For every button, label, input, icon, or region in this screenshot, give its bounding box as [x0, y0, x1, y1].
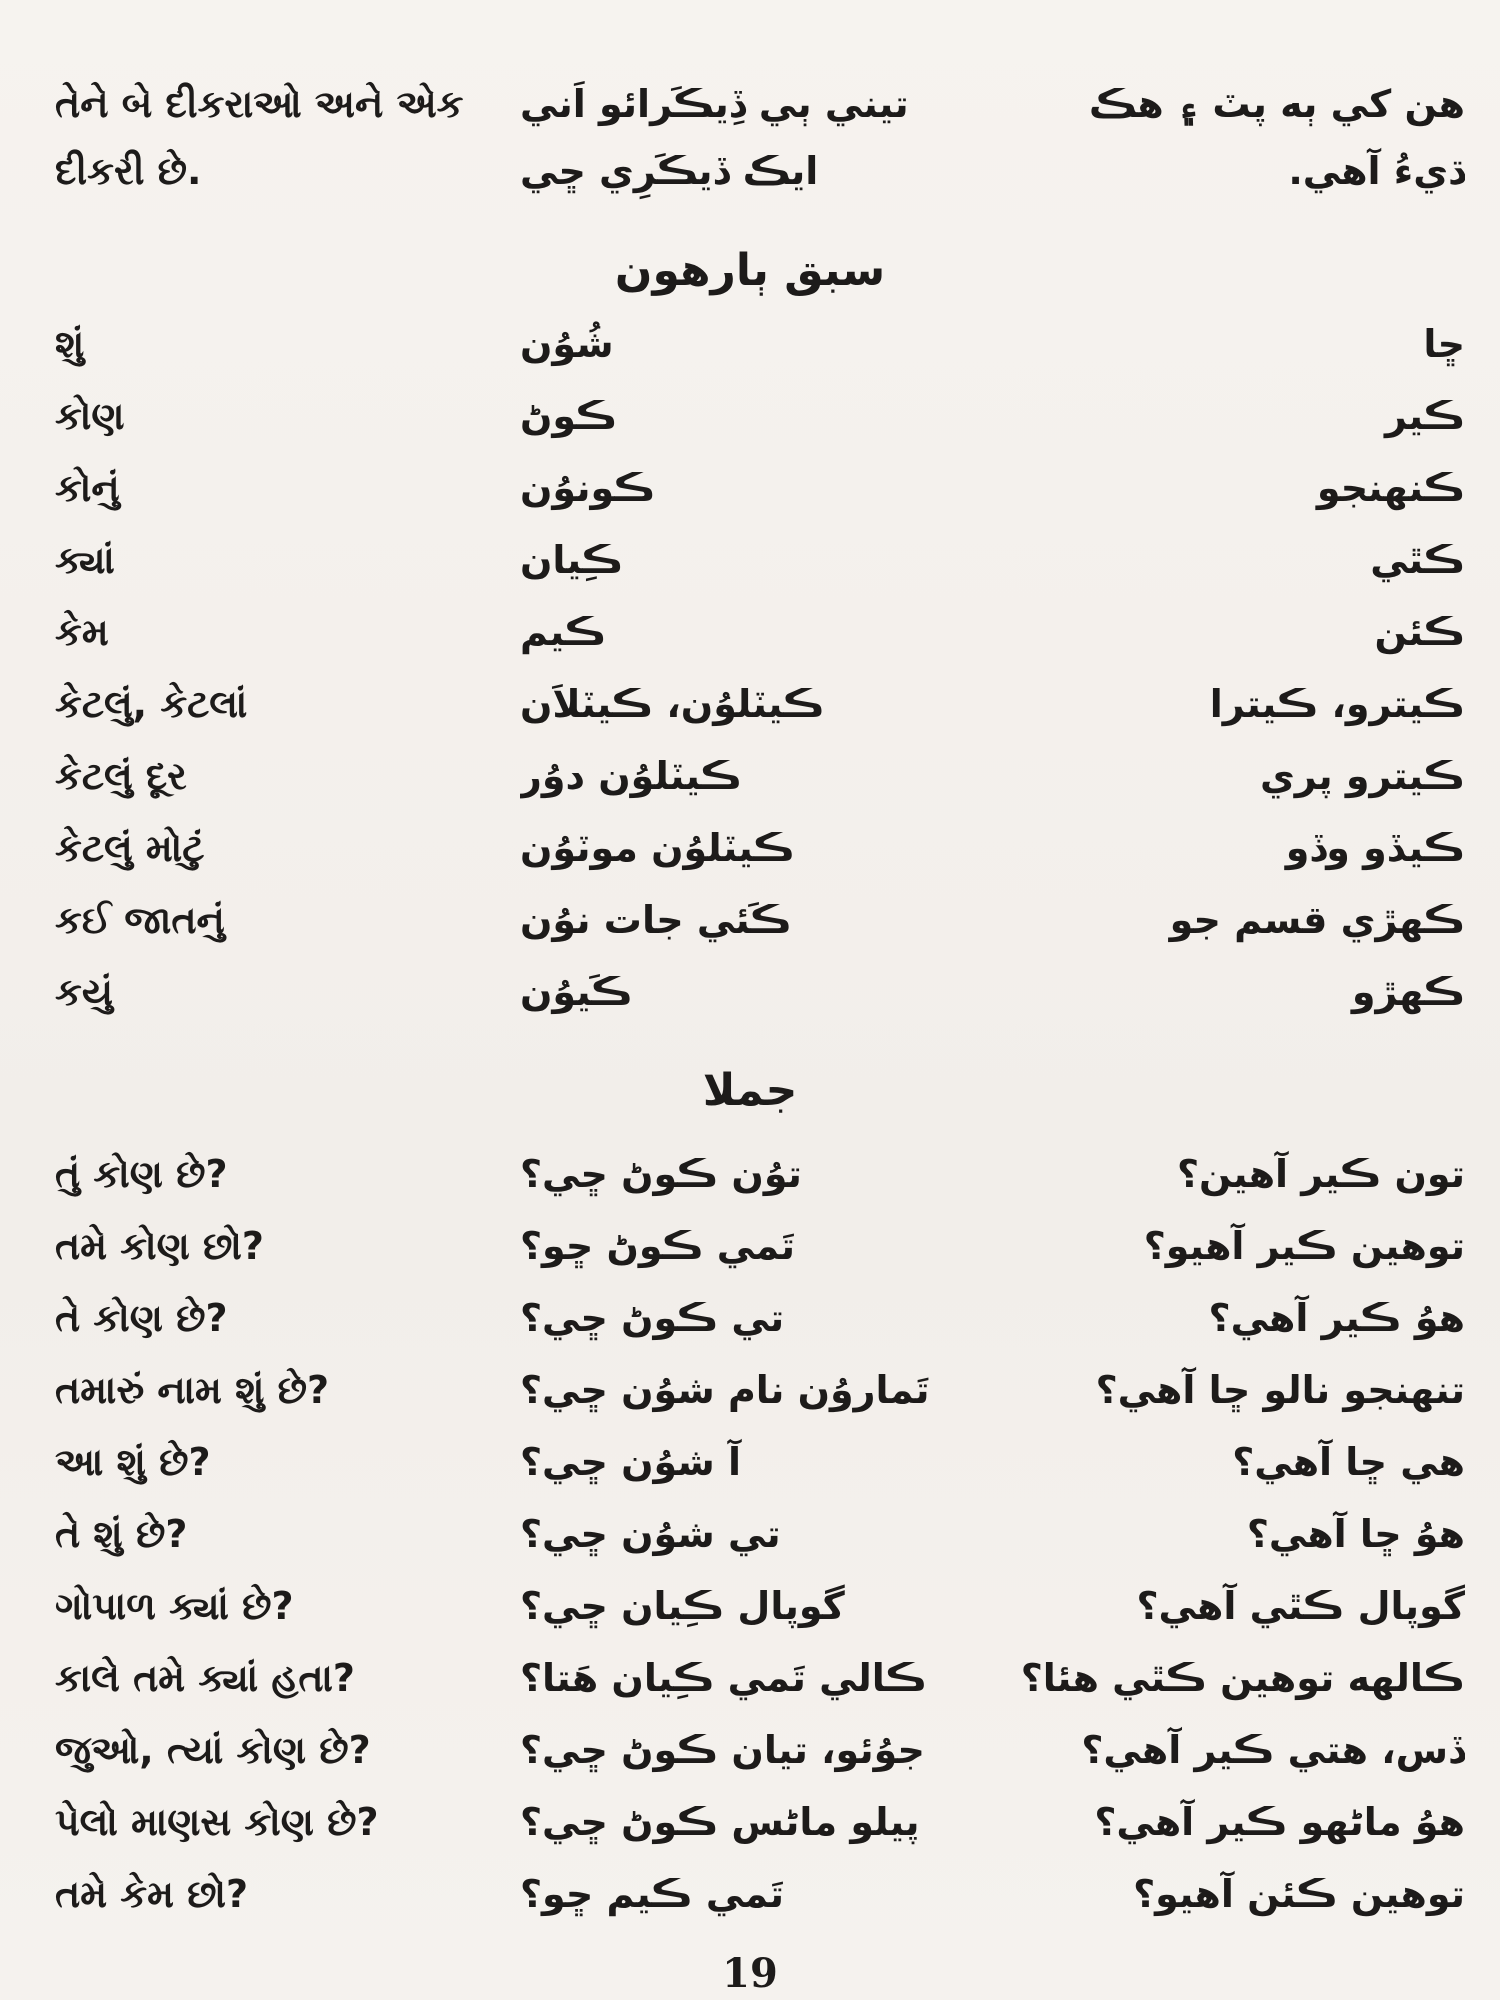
- sentence-row: [0, 1138, 1500, 1210]
- gujarati-text: તું કોણ છે?: [55, 1151, 228, 1196]
- sindhi-text: ڪهڙي قسم جو: [1169, 898, 1465, 942]
- vocab-row: [0, 740, 1500, 812]
- vocab-row: [0, 884, 1500, 956]
- transliteration-text: ڪَيوُن: [520, 970, 633, 1014]
- gujarati-text: તે શું છે?: [55, 1511, 188, 1556]
- gujarati-text: ગોપાળ ક્યાં છે?: [55, 1583, 294, 1628]
- lesson-heading: سبق ٻارهون: [614, 244, 886, 296]
- transliteration-text: تَمي ڪيم ڇو؟: [520, 1872, 785, 1916]
- gujarati-text: આ શું છે?: [55, 1439, 211, 1484]
- gujarati-text: કોનું: [55, 465, 120, 510]
- sindhi-text: ڪالهه توهين ڪٿي هئا؟: [1020, 1656, 1465, 1700]
- transliteration-text: شُوُن: [520, 322, 614, 366]
- gujarati-text: કઈ જાતનું: [55, 897, 225, 942]
- transliteration-text: تي شوُن ڇي؟: [520, 1512, 781, 1556]
- transliteration-text: تَمي ڪوڻ ڇو؟: [520, 1224, 795, 1268]
- sentence-row: [0, 1858, 1500, 1930]
- sindhi-text: ڪٿي: [1370, 538, 1465, 582]
- sentence-row: [0, 1426, 1500, 1498]
- sindhi-text: ڪيترو پري: [1259, 754, 1465, 798]
- sindhi-text: تنهنجو نالو ڇا آهي؟: [1095, 1368, 1465, 1412]
- transliteration-text: توُن ڪوڻ ڇي؟: [520, 1152, 802, 1196]
- sentence-row: [0, 1498, 1500, 1570]
- sentence-row: [0, 1210, 1500, 1282]
- transliteration-text: ڪوڻ: [520, 394, 618, 438]
- sentence-row: [0, 1642, 1500, 1714]
- gujarati-text: તે કોણ છે?: [55, 1295, 228, 1340]
- vocab-row: [0, 668, 1500, 740]
- transliteration-text: ڪيم: [520, 610, 607, 654]
- gujarati-text: દીકરી છે.: [55, 148, 202, 193]
- transliteration-text: ايڪ ڏيڪَرِي ڇي: [520, 149, 819, 193]
- gujarati-text: કેટલું મોટું: [55, 825, 205, 870]
- transliteration-text: ڪالي تَمي ڪِيان هَتا؟: [520, 1656, 927, 1700]
- sentence-row: [0, 1714, 1500, 1786]
- intro-row: [0, 135, 1500, 207]
- sentence-row: [0, 1282, 1500, 1354]
- sindhi-text: ڪيترو، ڪيترا: [1209, 682, 1465, 726]
- page-number: 19: [722, 1949, 778, 1997]
- vocab-row: [0, 812, 1500, 884]
- sindhi-text: هوُ ڪير آهي؟: [1208, 1296, 1465, 1340]
- gujarati-text: તમારું નામ શું છે?: [55, 1367, 330, 1412]
- sindhi-text: ڪهڙو: [1351, 970, 1465, 1014]
- sindhi-text: ڪئن: [1374, 610, 1465, 654]
- vocab-row: [0, 452, 1500, 524]
- gujarati-text: કાલે તમે ક્યાં હતા?: [55, 1655, 355, 1700]
- transliteration-text: ڪيٽلوُن موٽوُن: [520, 826, 795, 870]
- gujarati-text: કયું: [55, 969, 113, 1014]
- gujarati-text: જુઓ, ત્યાં કોણ છે?: [55, 1727, 371, 1772]
- gujarati-text: તેને બે દીકરાઓ અને એક: [55, 81, 464, 126]
- gujarati-text: કેમ: [55, 609, 109, 654]
- sindhi-text: توهين ڪئن آهيو؟: [1133, 1872, 1465, 1916]
- transliteration-text: تي ڪوڻ ڇي؟: [520, 1296, 785, 1340]
- sindhi-text: ڏس، هتي ڪير آهي؟: [1081, 1728, 1465, 1772]
- vocab-row: [0, 308, 1500, 380]
- sindhi-text: هن کي ٻه پٽ ۽ هڪ: [1089, 82, 1465, 126]
- gujarati-text: ક્યાં: [55, 537, 115, 582]
- sentence-row: [0, 1354, 1500, 1426]
- transliteration-text: جوُئو، تيان ڪوڻ ڇي؟: [520, 1728, 925, 1772]
- transliteration-text: ڪِيان: [520, 538, 624, 582]
- sentence-row: [0, 1570, 1500, 1642]
- vocab-row: [0, 524, 1500, 596]
- gujarati-text: તમે કોણ છો?: [55, 1223, 264, 1268]
- transliteration-text: ڪَئي جات نوُن: [520, 898, 792, 942]
- sindhi-text: تون ڪير آهين؟: [1176, 1152, 1465, 1196]
- transliteration-text: تيني ٻي ڏِيڪَرائو اَني: [520, 82, 909, 126]
- gujarati-text: કેટલું દૂર: [55, 753, 187, 798]
- transliteration-text: آ شوُن ڇي؟: [520, 1440, 741, 1484]
- transliteration-text: پيلو ماڻس ڪوڻ ڇي؟: [520, 1800, 920, 1844]
- transliteration-text: ڪيٽلوُن، ڪيٽلاَن: [520, 682, 825, 726]
- sentence-row: [0, 1786, 1500, 1858]
- sindhi-text: ڇا: [1423, 322, 1465, 366]
- gujarati-text: કેટલું, કેટલાં: [55, 681, 248, 726]
- gujarati-text: તમે કેમ છો?: [55, 1871, 249, 1916]
- sindhi-text: هوُ ماڻهو ڪير آهي؟: [1094, 1800, 1465, 1844]
- sentences-heading: جملا: [702, 1064, 798, 1116]
- sindhi-text: ڌيءُ آهي.: [1288, 149, 1465, 193]
- sindhi-text: ڪيڏو وڏو: [1285, 826, 1465, 870]
- gujarati-text: કોણ: [55, 393, 125, 438]
- gujarati-text: પેલો માણસ કોણ છે?: [55, 1799, 379, 1844]
- intro-row: [0, 68, 1500, 140]
- transliteration-text: ڪونوُن: [520, 466, 656, 510]
- vocab-row: [0, 380, 1500, 452]
- transliteration-text: تَماروُن نام شوُن ڇي؟: [520, 1368, 930, 1412]
- sindhi-text: ڪنهنجو: [1316, 466, 1465, 510]
- transliteration-text: ڪيٽلوُن دوُر: [520, 754, 742, 798]
- vocab-row: [0, 596, 1500, 668]
- sindhi-text: توهين ڪير آهيو؟: [1143, 1224, 1465, 1268]
- gujarati-text: શું: [55, 321, 85, 366]
- sindhi-text: هوُ ڇا آهي؟: [1246, 1512, 1465, 1556]
- sindhi-text: گوپال ڪٿي آهي؟: [1136, 1584, 1465, 1628]
- vocab-row: [0, 956, 1500, 1028]
- transliteration-text: گوپال ڪِيان ڇي؟: [520, 1584, 845, 1628]
- sindhi-text: هي ڇا آهي؟: [1232, 1440, 1465, 1484]
- sindhi-text: ڪير: [1385, 394, 1465, 438]
